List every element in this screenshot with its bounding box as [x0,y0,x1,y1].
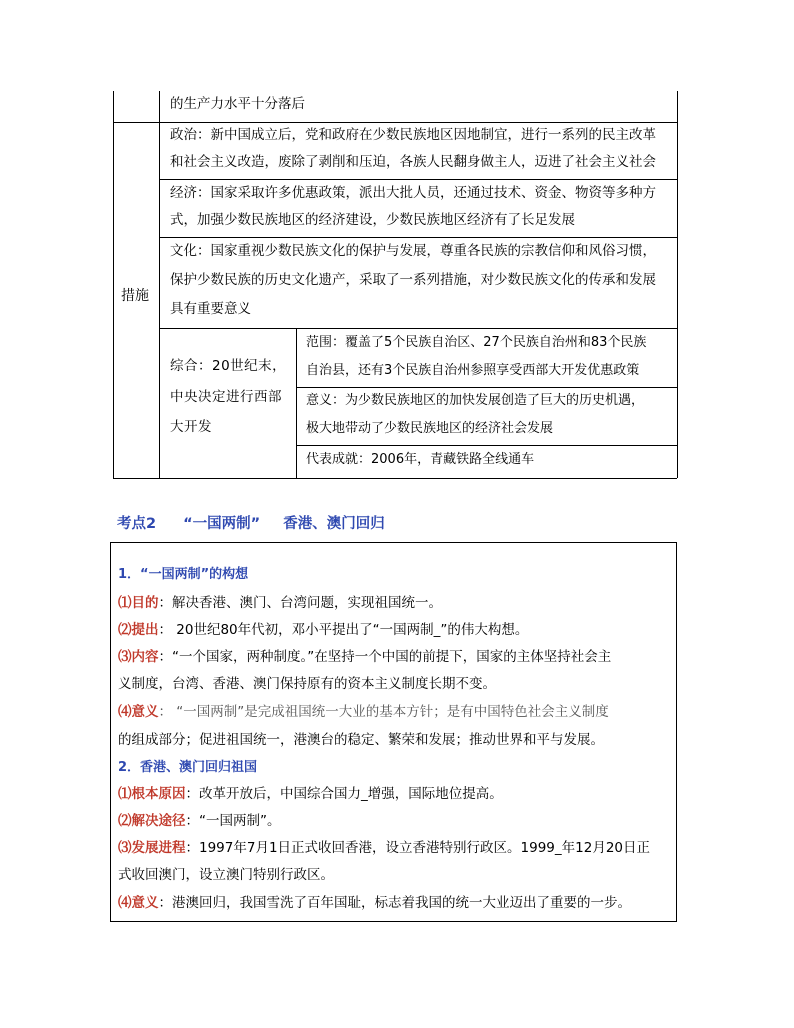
culture-line-2: 保护少数民族的历史文化遗产，采取了一系列措施，对少数民族文化的传承和发展 [170,272,656,288]
cause-label: ⑴根本原因 [118,786,186,802]
box-section-2-title: 2．香港、澳门回归祖国 [118,760,258,775]
scope-line-1: 范围：覆盖了5个民族自治区、27个民族自治州和83个民族 [306,335,647,350]
box-section-1-title: 1．“一国两制”的构想 [118,567,249,582]
politics-line-2: 和社会主义改造，废除了剥削和压迫，各族人民翻身做主人，迈进了社会主义社会 [170,154,656,170]
content-line [118,645,611,665]
politics-line-1: 政治：新中国成立后，党和政府在少数民族地区因地制宜，进行一系列的民主改革 [170,127,656,143]
path-label: ⑵解决途径 [118,813,186,829]
section-heading [117,512,385,533]
table-subcolumn-divider [296,328,297,478]
table-column-divider [159,91,160,478]
table-border-bottom [113,478,677,479]
cause-line [118,782,503,802]
heading-title-2: 香港、澳门回归 [283,516,385,532]
table-border-left [113,91,114,478]
table-cell-productivity: 的生产力水平十分落后 [170,96,305,112]
process-line [118,836,650,856]
proposal-label: ⑵提出 [118,622,159,638]
content-text: ：“一个国家，两种制度。”在坚持一个中国的前提下，国家的主体坚持社会主 [158,649,612,665]
measures-label: 措施 [121,288,149,304]
content-label: ⑶内容 [118,649,159,665]
goal-text: ：解决香港、澳门、台湾问题，实现祖国统一。 [158,595,442,611]
meaning-text-2: 的组成部分；促进祖国统一，港澳台的稳定、繁荣和发展；推动世界和平与发展。 [118,732,604,748]
scope-line-2: 自治县，还有3个民族自治州参照享受西部大开发优惠政策 [306,363,640,378]
achievement-text: 代表成就：2006年，青藏铁路全线通车 [306,452,535,467]
culture-line-1: 文化：国家重视少数民族文化的保护与发展，尊重各民族的宗教信仰和风俗习惯， [170,243,656,259]
content-text-2: 义制度，台湾、香港、澳门保持原有的资本主义制度长期不变。 [118,676,496,692]
path-line [118,809,281,829]
path-text: ：“一国两制”。 [185,813,281,829]
measures-table [113,91,677,478]
meaning-line [118,700,609,720]
significance-line [118,891,631,911]
sig-label: ⑷意义 [118,895,159,911]
heading-title-1: “一国两制” [183,516,261,532]
comprehensive-line-3: 大开发 [170,419,212,435]
table-border-right [677,91,678,478]
comprehensive-line-1: 综合：20世纪末， [170,358,287,374]
process-text: ：1997年7月1日正式收回香港，设立香港特别行政区。1999_年12月20日正 [185,840,650,856]
sig-text: ：港澳回归，我国雪洗了百年国耻，标志着我国的统一大业迈出了重要的一步。 [158,895,631,911]
proposal-text: ： 20世纪80年代初，邓小平提出了“一国两制_”的伟大构想。 [158,622,529,638]
culture-line-3: 具有重要意义 [170,301,251,317]
heading-label: 考点2 [117,516,157,532]
economy-line-2: 式，加强少数民族地区的经济建设，少数民族地区经济有了长足发展 [170,212,575,228]
goal-label: ⑴目的 [118,595,159,611]
meaning-label: ⑷意义 [118,704,159,720]
process-text-2: 式收回澳门，设立澳门特别行政区。 [118,867,334,883]
meaning-text: ： “一国两制”是完成祖国统一大业的基本方针；是有中国特色社会主义制度 [158,704,609,720]
economy-line-1: 经济：国家采取许多优惠政策，派出大批人员，还通过技术、资金、物资等多种方 [170,185,656,201]
proposal-line [118,618,528,638]
significance-line-2: 极大地带动了少数民族地区的经济社会发展 [306,421,554,436]
goal-line [118,591,442,611]
significance-line-1: 意义：为少数民族地区的加快发展创造了巨大的历史机遇， [306,393,645,408]
cause-text: ：改革开放后，中国综合国力_增强，国际地位提高。 [185,786,503,802]
process-label: ⑶发展进程 [118,840,186,856]
comprehensive-line-2: 中央决定进行西部 [170,389,282,405]
